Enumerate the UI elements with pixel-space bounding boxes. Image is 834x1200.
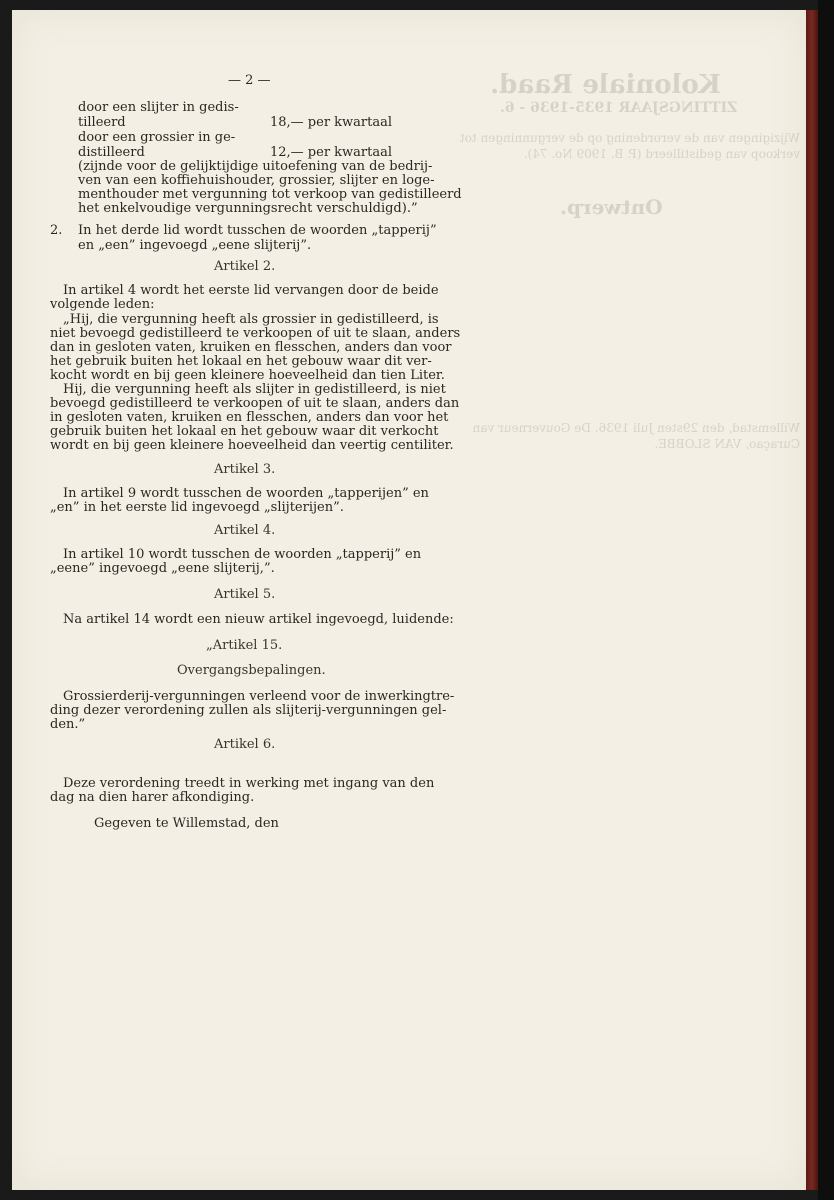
fee-line-label: tilleerd [78, 115, 126, 130]
body-line: kocht wordt en bij geen kleinere hoeveelheid dan tien Liter. [50, 368, 445, 383]
body-line: (zijnde voor de gelijktijdige uitoefening van de bedrij- [78, 159, 433, 174]
body-line: menthouder met vergunning tot verkoop van gedistilleerd [78, 187, 462, 202]
body-line: In artikel 9 wordt tusschen de woorden „tapperijen” en [63, 486, 429, 501]
page-number: — 2 — [228, 73, 271, 88]
fee-line-amount: 12,— per kwartaal [270, 145, 393, 160]
bleed-through-title: Koloniale Raad. [490, 70, 721, 100]
article-heading: Artikel 2. [214, 259, 276, 274]
article-heading: Artikel 4. [214, 523, 276, 538]
item-number: 2. [50, 223, 63, 238]
article-heading: Artikel 6. [214, 737, 276, 752]
body-line: den.” [50, 717, 86, 732]
section-subheading: Overgangsbepalingen. [177, 663, 326, 678]
body-line: gebruik buiten het lokaal en het gebouw waar dit verkocht [50, 424, 439, 439]
body-line: Hij, die vergunning heeft als slijter in gedistilleerd, is niet [63, 382, 446, 397]
fee-line-label: door een grossier in ge- [78, 130, 236, 145]
fee-line-amount: 18,— per kwartaal [270, 115, 393, 130]
body-line: In artikel 4 wordt het eerste lid vervangen door de beide [63, 283, 439, 298]
body-line: bevoegd gedistilleerd te verkoopen of uit te slaan, anders dan [50, 396, 460, 411]
body-line: Deze verordening treedt in werking met ingang van den [63, 776, 435, 791]
closing-line: Gegeven te Willemstad, den [94, 816, 279, 831]
scan-edge [818, 0, 834, 1200]
body-line: ven van een koffiehuishouder, grossier, slijter en loge- [78, 173, 435, 188]
bleed-through-subtitle: ZITTINGSJAAR 1935-1936 - 6. [500, 100, 738, 116]
body-line: „Hij, die vergunning heeft als grossier in gedistilleerd, is [63, 312, 439, 327]
body-line: het gebruik buiten het lokaal en het gebouw waar dit ver- [50, 354, 432, 369]
body-line: volgende leden: [50, 297, 155, 312]
body-line: Grossierderij-vergunningen verleend voor de inwerkingtre- [63, 689, 455, 704]
body-line: het enkelvoudige vergunningsrecht verschuldigd).” [78, 201, 418, 216]
bleed-through-heading: Ontwerp. [560, 195, 663, 219]
fee-line-label: door een slijter in gedis- [78, 100, 239, 115]
body-line: en „een” ingevoegd „eene slijterij”. [78, 238, 312, 253]
body-line: „eene” ingevoegd „eene slijterij,”. [50, 561, 275, 576]
article-heading: Artikel 5. [214, 587, 276, 602]
body-line: In het derde lid wordt tusschen de woorden „tapperij” [78, 223, 437, 238]
new-article-heading: „Artikel 15. [206, 638, 283, 653]
fee-line-label: distilleerd [78, 145, 145, 160]
body-line: in gesloten vaten, kruiken en flesschen, anders dan voor het [50, 410, 449, 425]
bleed-through-paragraph: Wijzigingen van de verordening op de vergunningen tot verkoop van gedistilleerd (P. B. 1909 No. 74). [459, 131, 800, 161]
body-line: wordt en bij geen kleinere hoeveelheid dan veertig centiliter. [50, 438, 454, 453]
body-line: ding dezer verordening zullen als slijterij-vergunningen gel- [50, 703, 447, 718]
body-line: dag na dien harer afkondiging. [50, 790, 255, 805]
body-line: dan in gesloten vaten, kruiken en flesschen, anders dan voor [50, 340, 452, 355]
book-spine [806, 10, 818, 1190]
article-heading: Artikel 3. [214, 462, 276, 477]
body-line: Na artikel 14 wordt een nieuw artikel ingevoegd, luidende: [63, 612, 454, 627]
body-line: niet bevoegd gedistilleerd te verkoopen of uit te slaan, anders [50, 326, 461, 341]
body-line: In artikel 10 wordt tusschen de woorden „tapperij” en [63, 547, 422, 562]
bleed-through-paragraph: Willemstad, den 29sten Juli 1936. De Gouverneur van Curaçao, VAN SLOBBE. [472, 421, 800, 451]
body-line: „en” in het eerste lid ingevoegd „slijterijen”. [50, 500, 344, 515]
